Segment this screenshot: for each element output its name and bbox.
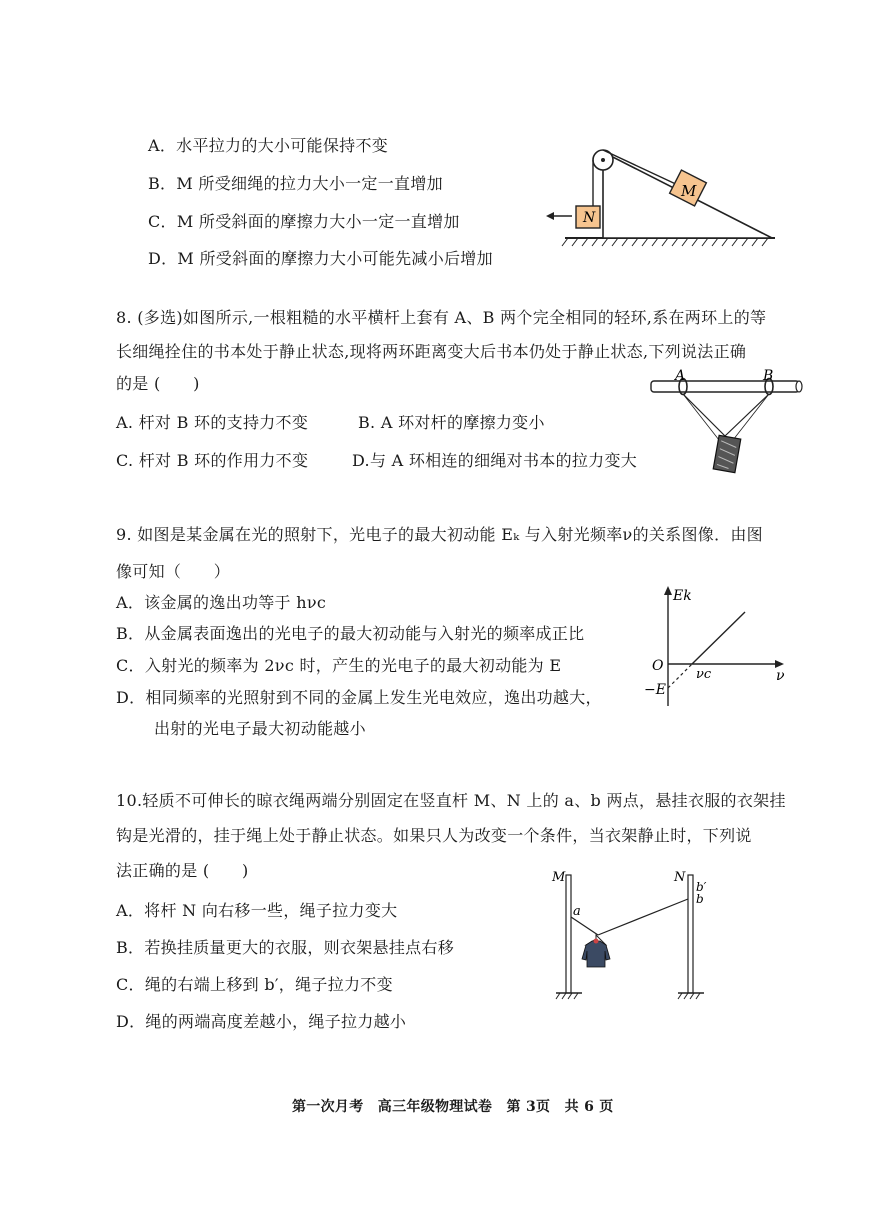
jacket-icon	[582, 941, 610, 967]
q10-stem-line-3: 法正确的是 ( )	[116, 861, 249, 880]
q9-option-b: B．从金属表面逸出的光电子的最大初动能与入射光的频率成正比	[116, 624, 585, 643]
q10-stem-line-1: 10.轻质不可伸长的晾衣绳两端分别固定在竖直杆 M、N 上的 a、b 两点，悬挂衣服的衣架挂	[116, 791, 786, 810]
q8-option-a: A. 杆对 B 环的支持力不变	[116, 413, 309, 432]
q9-option-d: D．相同频率的光照射到不同的金属上发生光电效应，逸出功越大，	[116, 688, 602, 707]
q8-rings-figure	[645, 368, 805, 480]
block-m-label: M	[681, 182, 697, 200]
q8-stem-line-2: 长细绳拴住的书本处于静止状态,现将两环距离变大后书本仍处于静止状态,下列说法正确	[116, 342, 747, 361]
q8-option-c: C. 杆对 B 环的作用力不变	[116, 451, 309, 470]
pole-n-label: N	[674, 870, 686, 885]
q9-option-c: C．入射光的频率为 2νc 时，产生的光电子的最大初动能为 E	[116, 656, 562, 675]
origin-label: O	[652, 658, 664, 674]
q9-stem-line-1: 9. 如图是某金属在光的照射下，光电子的最大初动能 Eₖ 与入射光频率ν的关系图像．由图	[116, 525, 763, 544]
q7-option-d: D．M 所受斜面的摩擦力大小可能先减小后增加	[148, 249, 493, 268]
point-b-prime-label: b′	[696, 880, 707, 894]
point-a-label: a	[573, 904, 581, 919]
q8-option-b: B. A 环对杆的摩擦力变小	[358, 413, 545, 432]
q10-clothesline-figure	[548, 865, 718, 1005]
q9-option-a: A．该金属的逸出功等于 hνc	[116, 593, 327, 612]
q10-option-b: B．若换挂质量更大的衣服，则衣架悬挂点右移	[116, 938, 455, 957]
x-axis-label: ν	[776, 668, 785, 684]
q9-graph-figure	[640, 582, 790, 712]
q8-stem-line-1: 8. (多选)如图所示,一根粗糙的水平横杆上套有 A、B 两个完全相同的轻环,系在两环上的等	[116, 308, 767, 327]
q7-incline-figure	[540, 140, 785, 255]
book-icon	[713, 435, 741, 472]
ring-b-label: B	[763, 368, 774, 384]
threshold-label: νc	[696, 667, 712, 682]
ring-a-label: A	[675, 368, 686, 384]
q10-option-c: C．绳的右端上移到 b′，绳子拉力不变	[116, 975, 393, 994]
pole-m-label: M	[552, 870, 566, 885]
q7-option-b: B．M 所受细绳的拉力大小一定一直增加	[148, 174, 443, 193]
q9-option-d-continued: 出射的光电子最大初动能越小	[154, 719, 366, 738]
page-footer: 第一次月考 高三年级物理试卷 第 3页 共 6 页	[292, 1099, 614, 1115]
q7-option-a: A．水平拉力的大小可能保持不变	[148, 136, 389, 155]
block-n-label: N	[583, 210, 596, 226]
q10-stem-line-2: 钩是光滑的，挂于绳上处于静止状态。如果只人为改变一个条件，当衣架静止时，下列说	[116, 826, 752, 845]
intercept-label: −E	[644, 682, 666, 698]
q7-option-c: C．M 所受斜面的摩擦力大小一定一直增加	[148, 212, 460, 231]
q10-option-a: A．将杆 N 向右移一些，绳子拉力变大	[116, 901, 398, 920]
y-axis-label: Ek	[673, 588, 692, 604]
q9-stem-line-2: 像可知（ ）	[116, 562, 231, 581]
q8-stem-line-3: 的是 ( )	[116, 374, 200, 393]
point-b-label: b	[696, 892, 704, 906]
q10-option-d: D．绳的两端高度差越小，绳子拉力越小	[116, 1012, 407, 1031]
q8-option-d: D.与 A 环相连的细绳对书本的拉力变大	[352, 451, 638, 470]
